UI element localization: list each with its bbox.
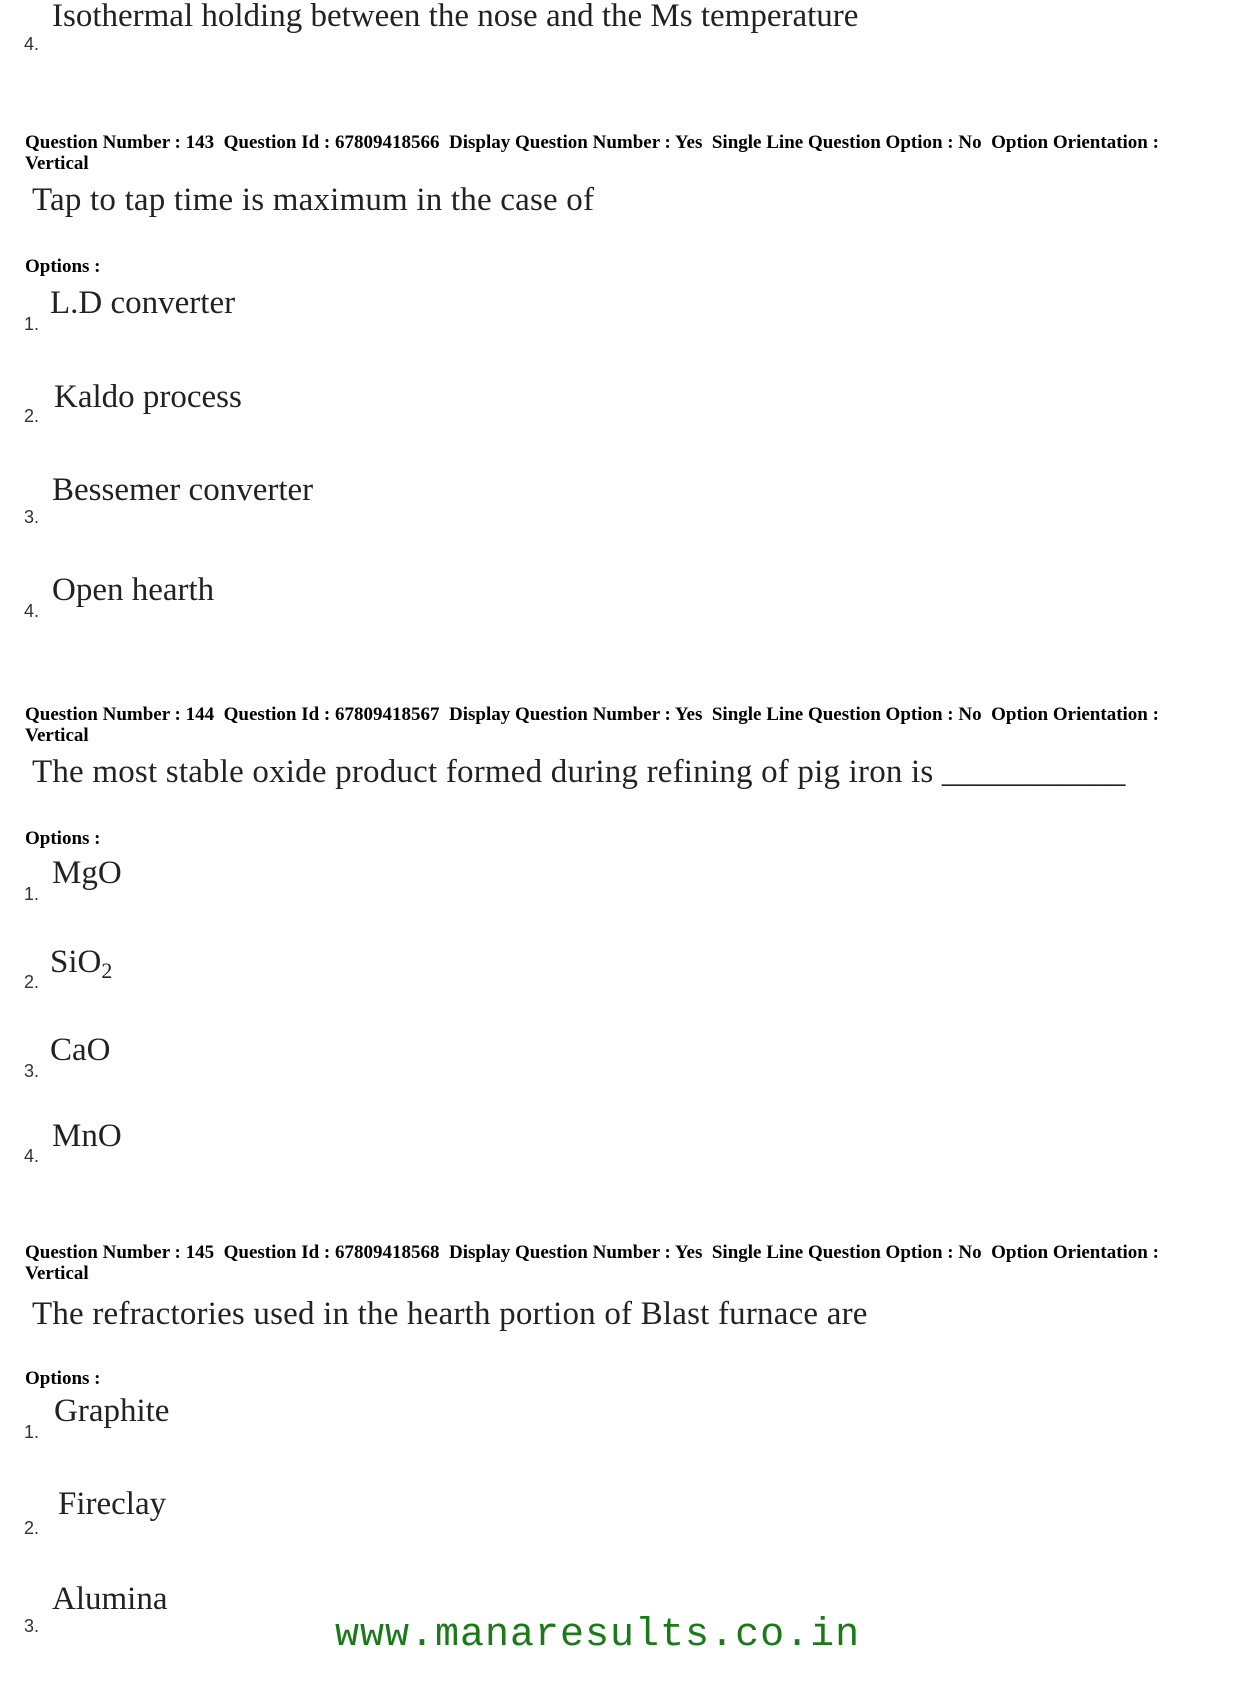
option-text: CaO bbox=[50, 1032, 111, 1068]
formula-main: SiO bbox=[50, 944, 102, 980]
option-number: 2. bbox=[24, 972, 40, 992]
option-text: Kaldo process bbox=[54, 379, 242, 415]
question-meta: Question Number : 144 Question Id : 67809418567 Display Question Number : Yes Single Line Question Option : No Option Orientation : Vertical bbox=[25, 704, 1164, 746]
option-number: 2. bbox=[24, 1518, 40, 1538]
option-text: Fireclay bbox=[58, 1486, 167, 1522]
option-text bbox=[50, 944, 112, 984]
option-text: Graphite bbox=[54, 1393, 170, 1429]
question-text: Tap to tap time is maximum in the case of bbox=[32, 182, 595, 218]
option-text: Open hearth bbox=[52, 572, 215, 608]
option-text: MnO bbox=[52, 1118, 122, 1154]
option-number: 1. bbox=[24, 314, 40, 334]
option-number: 4. bbox=[24, 1146, 40, 1166]
option-text: Bessemer converter bbox=[52, 472, 314, 508]
option-number: 3. bbox=[24, 1616, 40, 1636]
option-text: L.D converter bbox=[50, 285, 236, 321]
option-text: Alumina bbox=[52, 1581, 168, 1617]
site-watermark: www.manaresults.co.in bbox=[335, 1613, 861, 1658]
option-number: 1. bbox=[24, 884, 40, 904]
option-number: 4. bbox=[24, 34, 40, 54]
question-text: The most stable oxide product formed during refining of pig iron is ___________ bbox=[32, 754, 1126, 790]
question-text: The refractories used in the hearth portion of Blast furnace are bbox=[32, 1296, 868, 1332]
option-text: MgO bbox=[52, 855, 122, 891]
option-number: 3. bbox=[24, 1061, 40, 1081]
question-meta: Question Number : 143 Question Id : 67809418566 Display Question Number : Yes Single Line Question Option : No Option Orientation : Vertical bbox=[25, 132, 1164, 174]
formula-subscript: 2 bbox=[101, 958, 113, 983]
option-number: 2. bbox=[24, 406, 40, 426]
option-number: 3. bbox=[24, 507, 40, 527]
options-label: Options : bbox=[25, 828, 101, 849]
options-label: Options : bbox=[25, 1368, 101, 1389]
question-meta: Question Number : 145 Question Id : 67809418568 Display Question Number : Yes Single Line Question Option : No Option Orientation : Vertical bbox=[25, 1242, 1164, 1284]
option-number: 4. bbox=[24, 601, 40, 621]
option-text: Isothermal holding between the nose and the Ms temperature bbox=[52, 0, 859, 34]
options-label: Options : bbox=[25, 256, 101, 277]
option-number: 1. bbox=[24, 1422, 40, 1442]
